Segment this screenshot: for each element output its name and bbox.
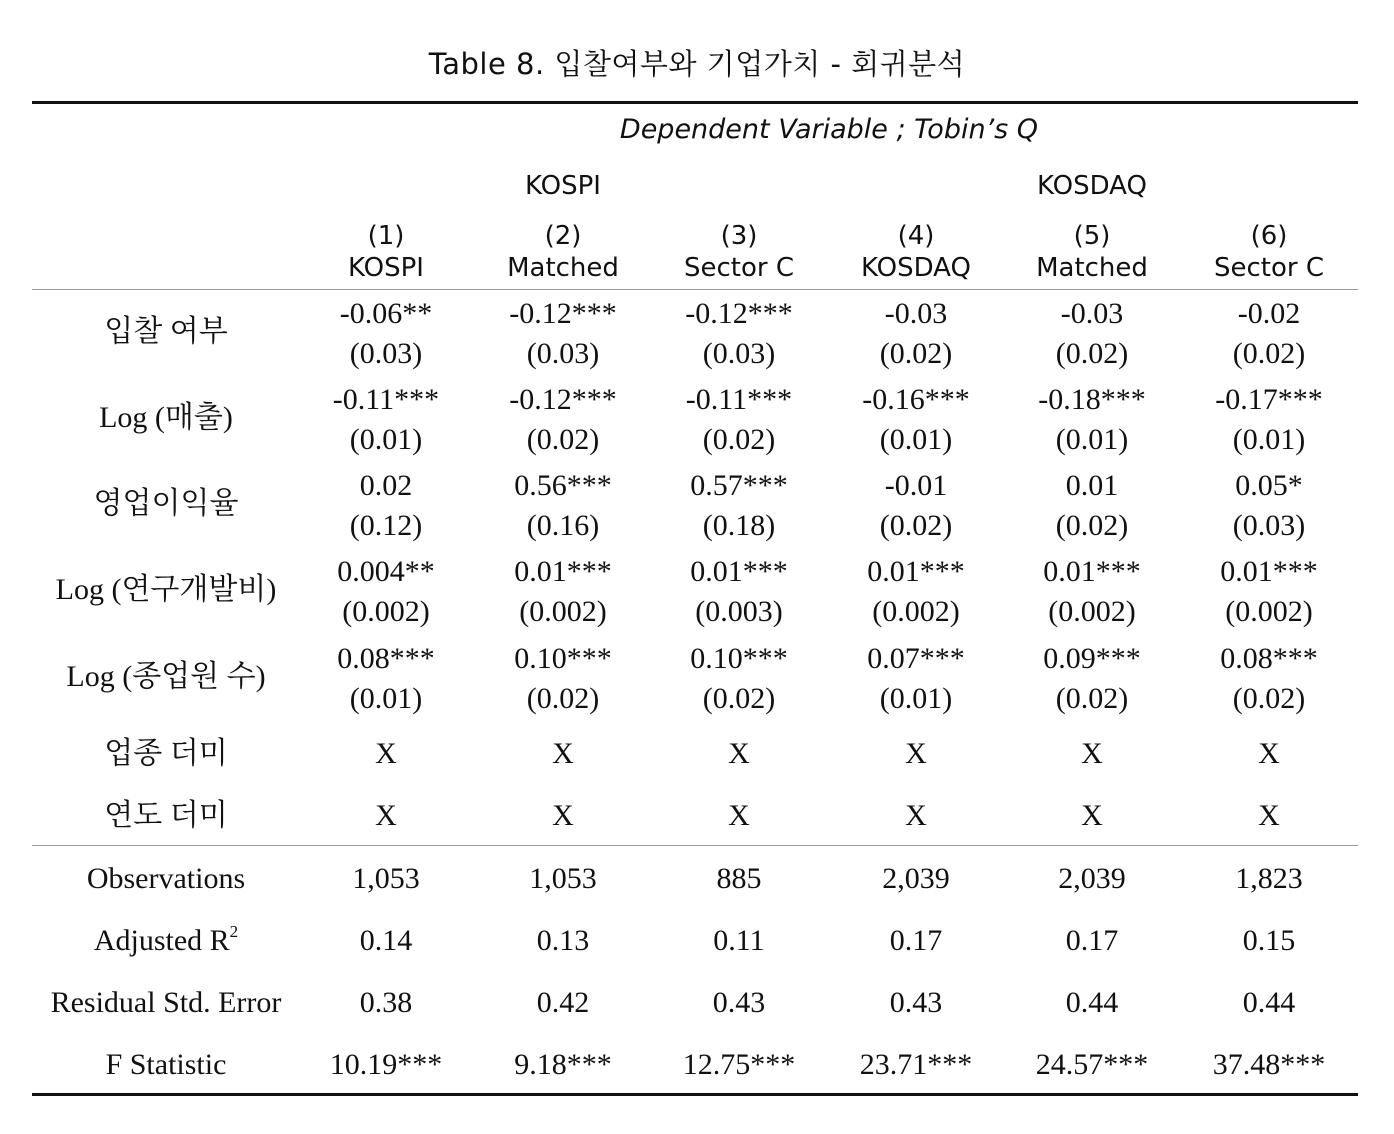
std-error-cell: (0.02): [526, 423, 600, 456]
std-error-cell: (0.002): [1225, 595, 1313, 628]
coefficient-cell: -0.16***: [862, 383, 970, 416]
stat-cell: 10.19***: [329, 1048, 443, 1081]
stat-cell: 24.57***: [1035, 1048, 1149, 1081]
stat-cell: 9.18***: [514, 1048, 612, 1081]
coefficient-cell: 0.004**: [337, 555, 435, 588]
column-name: Matched: [507, 253, 619, 283]
column-number: (1): [367, 221, 405, 251]
stat-label: [32, 1047, 300, 1083]
coefficient-cell: -0.11***: [332, 383, 440, 416]
std-error-cell: (0.01): [1055, 423, 1129, 456]
coefficient-cell: 0.01: [1065, 469, 1119, 502]
coefficient-cell: -0.06**: [339, 297, 433, 330]
column-number: (6): [1250, 221, 1288, 251]
coefficient-cell: 0.09***: [1043, 642, 1141, 675]
coefficient-cell: 0.07***: [867, 642, 965, 675]
column-number: (5): [1073, 221, 1111, 251]
table-title: Table 8. 입찰여부와 기업가치 - 회귀분석: [428, 47, 966, 81]
std-error-cell: (0.02): [1055, 337, 1129, 370]
column-number: (3): [720, 221, 758, 251]
row-label: 영업이익율: [93, 487, 239, 520]
std-error-cell: (0.02): [879, 509, 953, 542]
row-label: Log (연구개발비): [55, 573, 277, 606]
std-error-cell: (0.002): [342, 595, 430, 628]
std-error-cell: (0.02): [879, 337, 953, 370]
dummy-cell: X: [728, 737, 750, 770]
stat-label-superscript: 2: [229, 922, 239, 941]
stat-cell: 0.17: [889, 924, 943, 957]
stat-label-text: F Statistic: [105, 1048, 227, 1081]
std-error-cell: (0.02): [1232, 337, 1306, 370]
std-error-cell: (0.02): [1055, 682, 1129, 715]
coefficient-cell: 0.01***: [1220, 555, 1318, 588]
coefficient-cell: -0.12***: [509, 297, 617, 330]
column-number: (4): [897, 221, 935, 251]
stat-cell: 2,039: [1058, 862, 1126, 895]
std-error-cell: (0.01): [349, 423, 423, 456]
stat-cell: 0.17: [1065, 924, 1119, 957]
stat-cell: 0.42: [536, 986, 590, 1019]
stat-label-text: Adjusted R: [93, 924, 230, 957]
dummy-cell: X: [728, 799, 750, 832]
column-name: KOSPI: [348, 253, 424, 283]
std-error-cell: (0.002): [1048, 595, 1136, 628]
stat-cell: 0.38: [359, 986, 413, 1019]
coefficient-cell: 0.08***: [1220, 642, 1318, 675]
dummy-cell: X: [1081, 799, 1103, 832]
stat-cell: 2,039: [882, 862, 950, 895]
std-error-cell: (0.03): [702, 337, 776, 370]
dependent-variable-label: Dependent Variable ; Tobin’s Q: [619, 114, 1039, 145]
std-error-cell: (0.02): [702, 423, 776, 456]
header-rule: [32, 289, 1358, 290]
stat-cell: 0.15: [1242, 924, 1296, 957]
stat-cell: 0.13: [536, 924, 590, 957]
coefficient-cell: -0.11***: [685, 383, 793, 416]
stat-cell: 37.48***: [1212, 1048, 1326, 1081]
coefficient-cell: 0.01***: [514, 555, 612, 588]
stat-cell: 0.44: [1242, 986, 1296, 1019]
std-error-cell: (0.002): [872, 595, 960, 628]
bottom-rule: [32, 1093, 1358, 1096]
top-rule: [32, 101, 1358, 104]
column-name: Sector C: [1213, 253, 1324, 283]
std-error-cell: (0.01): [879, 423, 953, 456]
coefficient-cell: -0.12***: [685, 297, 793, 330]
stat-cell: 885: [716, 862, 762, 895]
coefficient-cell: 0.01***: [690, 555, 788, 588]
coefficient-cell: 0.05*: [1235, 469, 1303, 502]
stat-cell: 23.71***: [859, 1048, 973, 1081]
std-error-cell: (0.12): [349, 509, 423, 542]
column-name: Sector C: [683, 253, 794, 283]
dummy-cell: X: [375, 799, 397, 832]
column-name: Matched: [1036, 253, 1148, 283]
std-error-cell: (0.02): [526, 682, 600, 715]
coefficient-cell: 0.57***: [690, 469, 788, 502]
column-number: (2): [544, 221, 582, 251]
coefficient-cell: 0.10***: [690, 642, 788, 675]
stat-cell: 0.43: [889, 986, 943, 1019]
stat-cell: 1,053: [529, 862, 597, 895]
dummy-cell: X: [375, 737, 397, 770]
stat-cell: 1,823: [1235, 862, 1303, 895]
stat-cell: 1,053: [352, 862, 420, 895]
dummy-cell: X: [552, 799, 574, 832]
group-header-kosdaq: KOSDAQ: [1037, 171, 1147, 201]
stat-label-text: Residual Std. Error: [50, 986, 282, 1019]
dummy-cell: X: [1258, 737, 1280, 770]
coefficient-cell: 0.01***: [1043, 555, 1141, 588]
coefficient-cell: -0.01: [884, 469, 948, 502]
stats-rule: [32, 845, 1358, 846]
coefficient-cell: 0.56***: [514, 469, 612, 502]
dummy-cell: X: [1081, 737, 1103, 770]
std-error-cell: (0.18): [702, 509, 776, 542]
stat-cell: 0.43: [712, 986, 766, 1019]
coefficient-cell: -0.02: [1237, 297, 1301, 330]
row-label: 입찰 여부: [104, 315, 228, 348]
row-label: 업종 더미: [104, 737, 228, 770]
std-error-cell: (0.03): [1232, 509, 1306, 542]
std-error-cell: (0.16): [526, 509, 600, 542]
std-error-cell: (0.002): [519, 595, 607, 628]
std-error-cell: (0.03): [349, 337, 423, 370]
stat-label-text: Observations: [86, 862, 246, 895]
dummy-cell: X: [552, 737, 574, 770]
stat-label: [32, 985, 300, 1021]
stat-label: [32, 923, 300, 959]
std-error-cell: (0.01): [879, 682, 953, 715]
coefficient-cell: 0.01***: [867, 555, 965, 588]
coefficient-cell: -0.12***: [509, 383, 617, 416]
stat-cell: 0.44: [1065, 986, 1119, 1019]
column-name: KOSDAQ: [861, 253, 971, 283]
dummy-cell: X: [1258, 799, 1280, 832]
group-header-kospi: KOSPI: [525, 171, 601, 201]
row-label: Log (매출): [99, 401, 233, 434]
coefficient-cell: -0.18***: [1038, 383, 1146, 416]
coefficient-cell: -0.03: [1060, 297, 1124, 330]
std-error-cell: (0.01): [1232, 423, 1306, 456]
dummy-cell: X: [905, 737, 927, 770]
coefficient-cell: -0.17***: [1215, 383, 1323, 416]
coefficient-cell: 0.08***: [337, 642, 435, 675]
row-label: Log (종업원 수): [66, 660, 266, 693]
stat-cell: 0.14: [359, 924, 413, 957]
coefficient-cell: 0.10***: [514, 642, 612, 675]
std-error-cell: (0.02): [1055, 509, 1129, 542]
std-error-cell: (0.02): [1232, 682, 1306, 715]
stat-label: [32, 861, 300, 897]
stat-cell: 12.75***: [682, 1048, 796, 1081]
dummy-cell: X: [905, 799, 927, 832]
std-error-cell: (0.003): [695, 595, 783, 628]
std-error-cell: (0.03): [526, 337, 600, 370]
row-label: 연도 더미: [104, 799, 228, 832]
stat-cell: 0.11: [713, 924, 765, 957]
coefficient-cell: 0.02: [359, 469, 413, 502]
coefficient-cell: -0.03: [884, 297, 948, 330]
std-error-cell: (0.02): [702, 682, 776, 715]
std-error-cell: (0.01): [349, 682, 423, 715]
